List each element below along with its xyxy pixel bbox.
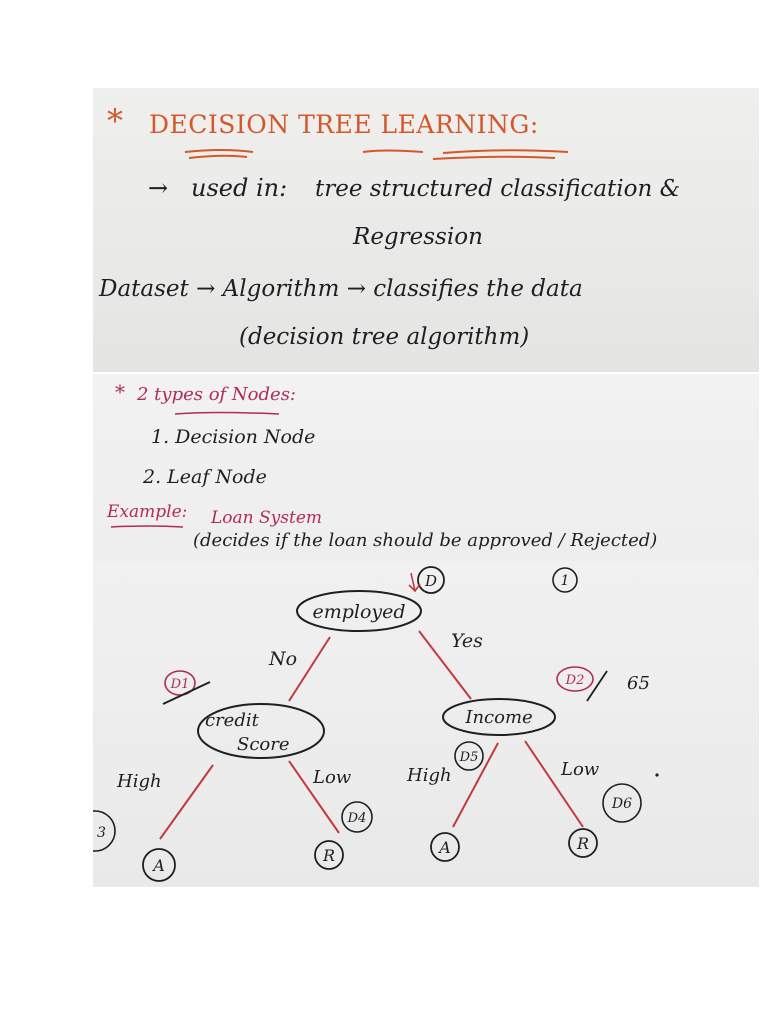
page-title: DECISION TREE LEARNING:	[149, 110, 539, 139]
node-types-star: *	[115, 380, 125, 404]
edge-no-label: No	[269, 648, 298, 670]
leaf-label: A	[439, 838, 451, 857]
d2-tag: D2	[565, 673, 585, 688]
income-low-label: Low	[561, 759, 600, 780]
edge-income-low	[525, 741, 583, 827]
income-high-label: High	[407, 765, 452, 786]
leaf-label: R	[576, 834, 590, 853]
used-in-text-line1: tree structured classification &	[315, 176, 681, 202]
flow-note: (decision tree algorithm)	[239, 324, 530, 350]
notes-panel-intro	[93, 88, 759, 372]
used-in-label: used in:	[191, 174, 288, 202]
stray-dot	[655, 773, 658, 776]
root-tag: D	[424, 572, 438, 590]
credit-low-label: Low	[313, 767, 352, 788]
d5-tag: D5	[459, 750, 479, 765]
node-type-1: 1. Decision Node	[151, 426, 316, 448]
leaf-label: R	[322, 846, 336, 865]
example-title: Loan System	[211, 508, 322, 528]
example-underline	[109, 524, 189, 530]
credit-score-label-line1: credit	[205, 710, 259, 731]
d1-tag: D1	[170, 677, 190, 692]
heading-star: *	[107, 102, 123, 140]
title-underline	[183, 146, 573, 160]
income-node-label: Income	[465, 707, 533, 728]
notes-panel-node-types	[93, 374, 759, 561]
d4-tag: D4	[347, 811, 367, 826]
one-tag: 1	[560, 573, 570, 589]
flow-text: Dataset → Algorithm → classifies the data	[99, 276, 583, 302]
node-types-underline	[173, 410, 283, 418]
edge-yes-label: Yes	[451, 630, 483, 652]
d2-extra: 65	[627, 673, 650, 694]
node-type-2: 2. Leaf Node	[143, 466, 267, 488]
used-in-arrow: →	[148, 174, 169, 202]
example-label: Example:	[107, 502, 188, 522]
decision-tree-panel	[93, 561, 759, 887]
root-node-label: employed	[312, 601, 406, 623]
credit-score-label-line2: Score	[237, 734, 290, 755]
d6-tag: D6	[611, 796, 633, 812]
node-types-heading: 2 types of Nodes:	[137, 384, 296, 405]
margin-tag: 3	[97, 825, 106, 841]
used-in-text-line2: Regression	[353, 224, 483, 250]
decision-tree-diagram	[93, 561, 759, 887]
credit-high-label: High	[117, 771, 162, 792]
leaf-label: A	[153, 856, 165, 875]
example-description: (decides if the loan should be approved / Rejected)	[193, 530, 658, 551]
edge-credit-high	[160, 765, 213, 839]
